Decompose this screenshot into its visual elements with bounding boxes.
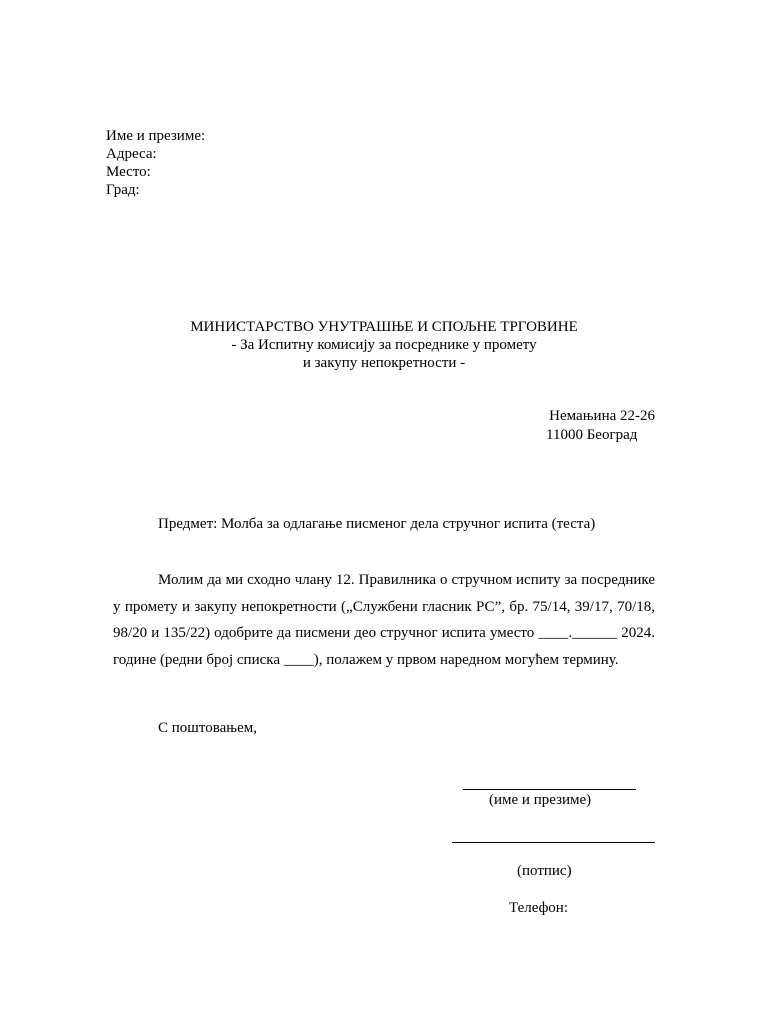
subject-line: Предмет: Молба за одлагање писменог дела стручног испита (теста) [158, 516, 596, 532]
recipient-commission-cont: и закупу непокретности - [302, 355, 466, 371]
recipient-ministry: МИНИСТАРСТВО УНУТРАШЊЕ И СПОЉНЕ ТРГОВИНЕ [190, 319, 578, 335]
sender-name-label: Име и презиме: [106, 128, 206, 144]
request-paragraph: Молим да ми сходно члану 12. Правилника о стручном испиту за посреднике у промету и закупу непокретности („Службени гласник РС”, бр. 75/14, 39/17, 70/18, 98/20 и 135/22) одобрите да писмени део стручног испита уместо ____.______ 2024. године (редни број списка ____), полажем у првом наредном могућем термину. [113, 572, 655, 668]
name-signature-line [463, 789, 636, 790]
signature-caption: (потпис) [517, 863, 572, 879]
sender-address-label: Адреса: [106, 146, 157, 162]
recipient-commission: - За Испитну комисију за посреднике у промету [231, 337, 537, 353]
recipient-city: 11000 Београд [546, 427, 638, 443]
name-caption: (име и презиме) [489, 792, 592, 808]
phone-label: Телефон: [509, 900, 568, 916]
recipient-street: Немањина 22-26 [549, 408, 655, 424]
sender-block [106, 127, 205, 199]
closing-greeting: С поштовањем, [158, 720, 257, 736]
sender-place-label: Место: [106, 164, 151, 180]
recipient-block [0, 318, 768, 372]
sender-city-label: Град: [106, 182, 140, 198]
signature-line [452, 842, 655, 843]
